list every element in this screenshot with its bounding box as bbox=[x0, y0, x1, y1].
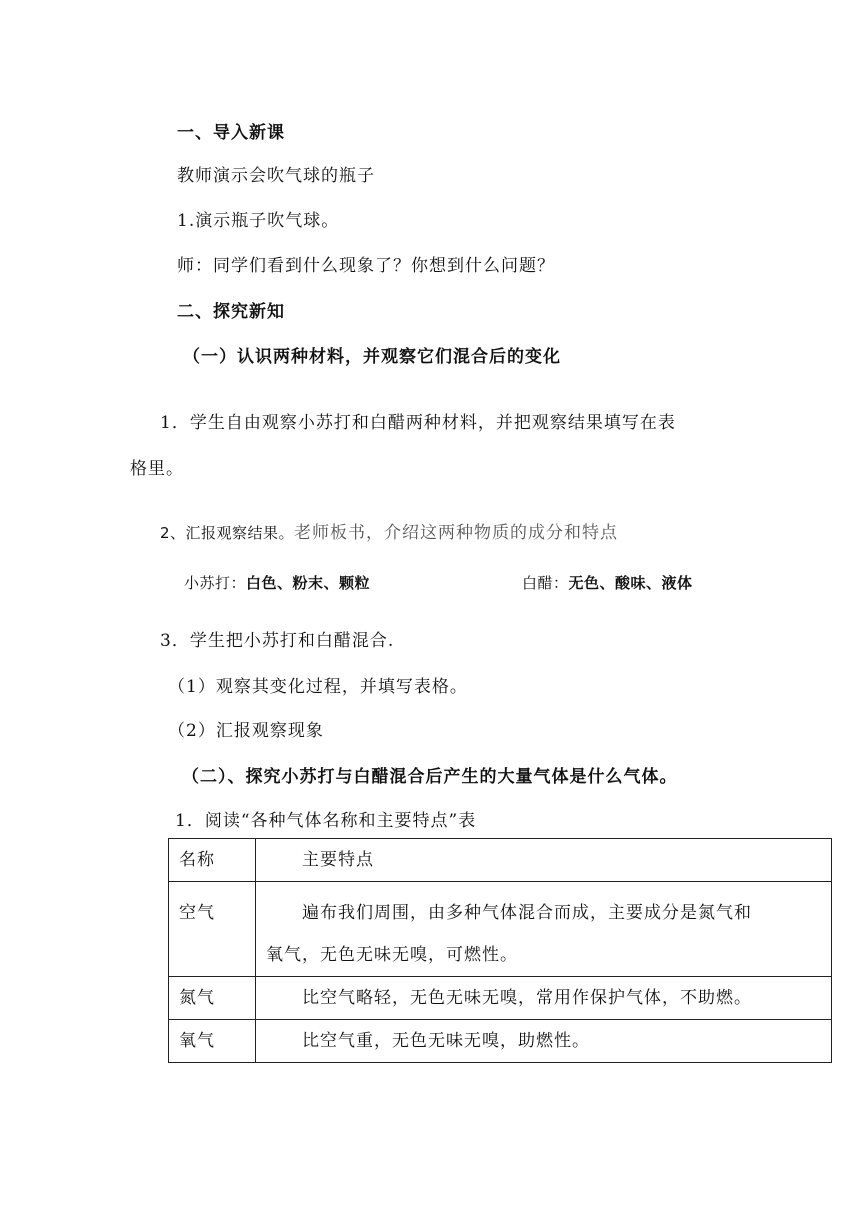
part-1-item-2 bbox=[160, 518, 618, 543]
vinegar-properties bbox=[522, 572, 693, 593]
part-1-heading: （一）认识两种材料，并观察它们混合后的变化 bbox=[183, 347, 561, 367]
step-1-text: 1.演示瓶子吹气球。 bbox=[177, 211, 340, 231]
header-feature-cell bbox=[256, 839, 832, 882]
part-1-sub-2: （2）汇报观察现象 bbox=[168, 721, 324, 741]
section-heading-explore: 二、探究新知 bbox=[177, 302, 285, 322]
item-2-board-note: 老师板书，介绍这两种物质的成分和特点 bbox=[294, 523, 619, 543]
baking-soda-label: 小苏打： bbox=[184, 574, 247, 592]
table-row bbox=[169, 977, 832, 1020]
header-name: 名称 bbox=[169, 839, 256, 882]
part-1-item-3: 3．学生把小苏打和白醋混合. bbox=[160, 631, 395, 651]
part-1-sub-1: （1）观察其变化过程，并填写表格。 bbox=[168, 677, 468, 697]
baking-soda-values: 白色、粉末、颗粒 bbox=[246, 574, 371, 592]
vinegar-values: 无色、酸味、液体 bbox=[568, 574, 693, 592]
part-1-item-1-line-1: 1．学生自由观察小苏打和白醋两种材料，并把观察结果填写在表 bbox=[160, 413, 676, 433]
row-name: 氮气 bbox=[169, 977, 256, 1020]
vinegar-label: 白醋： bbox=[522, 574, 569, 592]
table-header-row bbox=[169, 839, 832, 882]
item-2-lead: 2、汇报观察结果。 bbox=[160, 524, 295, 542]
row-feature: 比空气重，无色无味无嗅，助燃性。 bbox=[256, 1020, 832, 1063]
row-feature: 遍布我们周围，由多种气体混合而成，主要成分是氮气和 氧气，无色无味无嗅，可燃性。 bbox=[256, 882, 832, 977]
row-name: 氧气 bbox=[169, 1020, 256, 1063]
part-1-item-1-line-2: 格里。 bbox=[130, 459, 184, 479]
gas-table bbox=[168, 838, 832, 1063]
header-feature: 主要特点 bbox=[302, 850, 374, 870]
section-heading-intro: 一、导入新课 bbox=[177, 123, 285, 143]
teacher-question: 师：同学们看到什么现象了？你想到什么问题？ bbox=[177, 256, 555, 276]
table-row bbox=[169, 882, 832, 977]
row-name: 空气 bbox=[169, 882, 256, 977]
baking-soda-properties bbox=[184, 572, 370, 593]
part-2-item-1: 1．阅读“各种气体名称和主要特点”表 bbox=[175, 811, 477, 831]
intro-text: 教师演示会吹气球的瓶子 bbox=[177, 166, 375, 186]
table-row bbox=[169, 1020, 832, 1063]
row-feature: 比空气略轻，无色无味无嗅，常用作保护气体，不助燃。 bbox=[256, 977, 832, 1020]
part-2-heading: （二）、探究小苏打与白醋混合后产生的大量气体是什么气体。 bbox=[182, 767, 678, 787]
